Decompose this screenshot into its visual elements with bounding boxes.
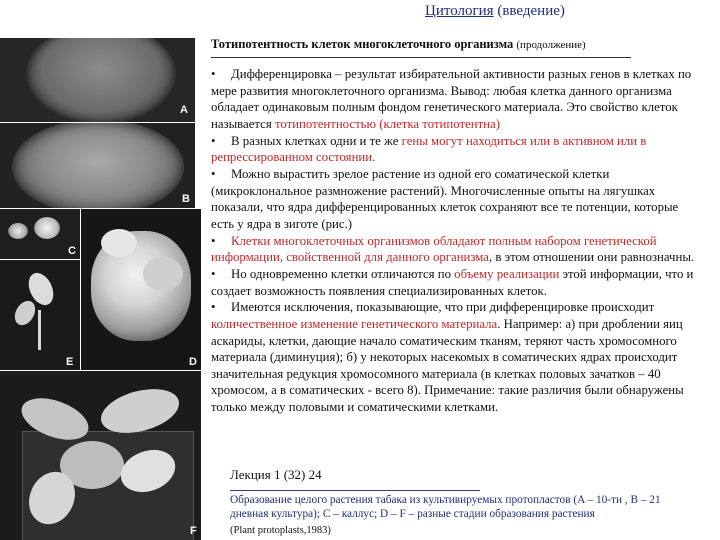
bullet-marker: • <box>211 133 216 148</box>
photo-label-a: A <box>180 104 188 116</box>
bullet-marker: • <box>211 233 216 248</box>
header-subtitle: (введение) <box>497 3 565 19</box>
bullet-marker: • <box>211 266 216 281</box>
slide-heading <box>211 37 586 52</box>
slide-header <box>425 3 565 20</box>
paragraph-text: Но одновременно клетки отличаются по <box>231 266 455 281</box>
body-text <box>211 66 699 416</box>
highlighted-text: Клетки многоклеточных организмов обладают полным набором генетической информации, свойственной для данного организма <box>211 233 657 265</box>
paragraph-text: Дифференцировка – результат избирательной активности разных генов в клетках по мере развития многоклеточного организма. Вывод: любая клетка данного организма обладает одинаковым полным фондом генетического материала. Это свойство клеток называется <box>211 67 692 131</box>
paragraph-text: . Например: а) при дроблении яиц аскариды, клетки, дающие начало соматическим тканям, теряют часть хромосомного материала (диминуция); б) у некоторых насекомых в соматических ядрах происходит значительная редукция хромосомного материала (в клетках половых зачатков – 40 хромосом, а в соматических - всего 8). Примечание: такие различия были обнаружены только между половыми и соматическими клетками. <box>211 316 684 415</box>
photo-label-c: C <box>68 245 76 257</box>
figure-source: (Plant protoplasts,1983) <box>230 525 331 536</box>
bullet-paragraph <box>211 266 699 299</box>
bullet-marker: • <box>211 166 216 181</box>
highlighted-text: тотипотентностью (клетка тотипотентна) <box>274 116 500 131</box>
bullet-paragraph <box>211 233 699 266</box>
bullet-paragraph <box>211 166 699 233</box>
paragraph-text: этой информации, что и создает возможность появления специализированных клеток. <box>211 266 694 298</box>
photo-panel-f <box>0 371 201 540</box>
heading-underline <box>211 57 631 58</box>
paragraph-text: Имеются исключения, показывающие, что при дифференцировке происходит <box>231 300 655 315</box>
bullet-marker: • <box>211 300 216 315</box>
slide-heading-text: Тотипотентность клеток многоклеточного организма <box>211 37 514 51</box>
slide-heading-note: (продолжение) <box>516 39 586 51</box>
paragraph-text: В разных клетках одни и те же <box>231 133 402 148</box>
paragraph-text: , в этом отношении они равнозначны. <box>488 250 695 265</box>
bullet-marker: • <box>211 67 216 81</box>
photo-panel-b <box>0 123 195 208</box>
paragraph-text: Можно вырастить зрелое растение из одной его соматической клетки (микроклональное размножение растений). Многочисленные опыты на лягушках показали, что ядра дифференцированных клеток сохраняют все те потенции, которые есть у ядра в зиготе (рис.) <box>211 166 679 231</box>
highlighted-text: количественное изменение генетического материала <box>211 316 498 331</box>
photo-label-b: B <box>182 193 190 205</box>
header-title: Цитология <box>425 3 494 19</box>
photo-panel-d <box>81 209 201 370</box>
photo-label-f: F <box>190 525 197 537</box>
lecture-number: Лекция 1 (32) 24 <box>230 467 322 482</box>
petri-dish-image <box>12 123 184 208</box>
caption-rule <box>230 490 480 491</box>
photo-panel-c <box>0 209 80 259</box>
photo-panel-a <box>0 38 195 122</box>
highlighted-text: объему реализации <box>454 266 560 281</box>
photo-label-d: D <box>189 356 197 368</box>
highlighted-text: гены могут находиться или в активном или в репрессированном состоянии. <box>211 133 647 165</box>
bullet-paragraph <box>211 133 699 166</box>
petri-dish-image <box>26 38 176 122</box>
bullet-paragraph <box>211 66 699 133</box>
bullet-paragraph <box>211 299 699 416</box>
photo-panel-e <box>0 260 80 370</box>
figure-caption: Образование целого растения табака из культивируемых протопластов (A – 10-ти , B – 21 дневная культура); C – каллус; D – F – разные стадии образования растения <box>230 494 661 520</box>
photo-label-e: E <box>66 356 74 368</box>
